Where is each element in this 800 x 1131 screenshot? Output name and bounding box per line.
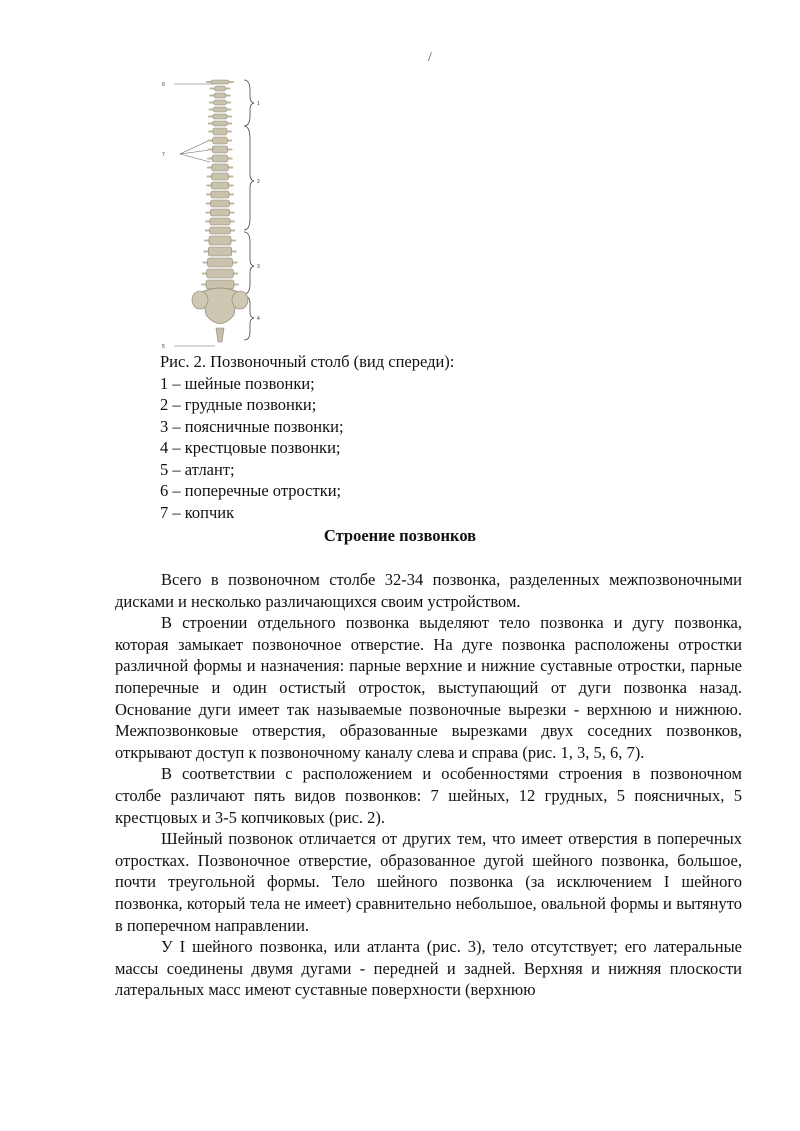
brace-thoracic (244, 126, 254, 230)
caption-item: 2 – грудные позвонки; (160, 395, 317, 414)
label-5: 5 (162, 344, 165, 350)
caption-item: 1 – шейные позвонки; (160, 373, 315, 393)
paragraph: Всего в позвоночном столбе 32-34 позвонка, разделенных межпозвоночными дисками и несколько различающихся своим устройством. (115, 570, 742, 611)
vertebrae-group (201, 80, 239, 289)
vertebra (207, 269, 234, 278)
vertebra (213, 107, 226, 112)
paragraph: В соответствии с расположением и особенностями строения в позвоночном столбе различают пять видов позвонков: 7 шейных, 12 грудных, 5 поясничных, 5 крестцовых и 3-5 копчиковых (рис. 2). (115, 764, 742, 827)
label-6: 6 (162, 82, 165, 88)
vertebra (211, 80, 229, 84)
label-3: 3 (257, 264, 260, 270)
vertebra (212, 146, 227, 153)
label-4: 4 (257, 316, 260, 322)
section-heading: Строение позвонков (323, 526, 477, 545)
vertebra (211, 182, 229, 189)
vertebra (212, 164, 228, 171)
vertebra (214, 100, 226, 105)
paragraph: Шейный позвонок отличается от других тем, что имеет отверстия в поперечных отростках. Позвоночное отверстие, образованное дугой шейного позвонка, большое, почти треугольной формы. Тело шейного позвонка (за исключением I шейного позвонка, который тела не имеет) сравнительно небольшое, овальной формы и вытянуто в поперечном направлении. (115, 829, 742, 935)
vertebra (212, 173, 229, 180)
vertebra (213, 121, 228, 126)
vertebra (211, 191, 229, 198)
vertebra (212, 155, 228, 162)
page-mark: / (428, 50, 432, 65)
figure-caption (160, 351, 454, 523)
vertebra (211, 200, 230, 207)
brace-lumbar (244, 232, 254, 294)
caption-title: Рис. 2. Позвоночный столб (вид спереди): (160, 352, 455, 371)
vertebra (213, 114, 227, 119)
sacral-wing-left (192, 291, 208, 309)
body-text (115, 569, 742, 1001)
label-line-7c (180, 154, 210, 162)
caption-item: 7 – копчик (160, 502, 235, 522)
vertebra (209, 236, 231, 245)
spine-illustration (160, 70, 280, 355)
caption-item: 6 – поперечные отростки; (160, 481, 342, 500)
vertebra (215, 86, 226, 91)
brace-cervical (244, 80, 254, 126)
label-1: 1 (257, 101, 260, 107)
vertebra (210, 227, 231, 234)
label-2: 2 (257, 179, 260, 185)
vertebra (208, 258, 233, 267)
label-7: 7 (162, 152, 165, 158)
vertebra (210, 218, 230, 225)
vertebra (213, 137, 228, 144)
vertebra (210, 209, 229, 216)
vertebra (214, 93, 226, 98)
vertebra (213, 128, 227, 135)
paragraph: В строении отдельного позвонка выделяют тело позвонка и дугу позвонка, которая замыкает позвоночное отверстие. На дуге позвонка расположены отростки различной формы и назначения: парные верхние и нижние суставные отростки, парные поперечные и один остистый отросток, выступающий от дуги позвонка назад. Основание дуги имеет так называемые позвоночные вырезки - верхнюю и нижнюю. Межпозвонковые отверстия, образованные вырезками двух соседних позвонков, открывают доступ к позвоночному каналу слева и справа (рис. 1, 3, 5, 6, 7). (115, 613, 742, 762)
vertebra (208, 247, 232, 256)
paragraph: У I шейного позвонка, или атланта (рис. 3), тело отсутствует; его латеральные массы соединены двумя дугами - передней и задней. Верхняя и нижняя плоскости латеральных масс имеют суставные поверхности (верхнюю (115, 937, 742, 1000)
caption-item: 3 – поясничные позвонки; (160, 416, 344, 436)
sacral-wing-right (232, 291, 248, 309)
sacrum-shape (202, 288, 238, 324)
caption-item: 5 – атлант; (160, 459, 235, 479)
caption-item: 4 – крестцовые позвонки; (160, 438, 341, 457)
spine-figure (160, 70, 280, 355)
coccyx-shape (216, 328, 224, 342)
